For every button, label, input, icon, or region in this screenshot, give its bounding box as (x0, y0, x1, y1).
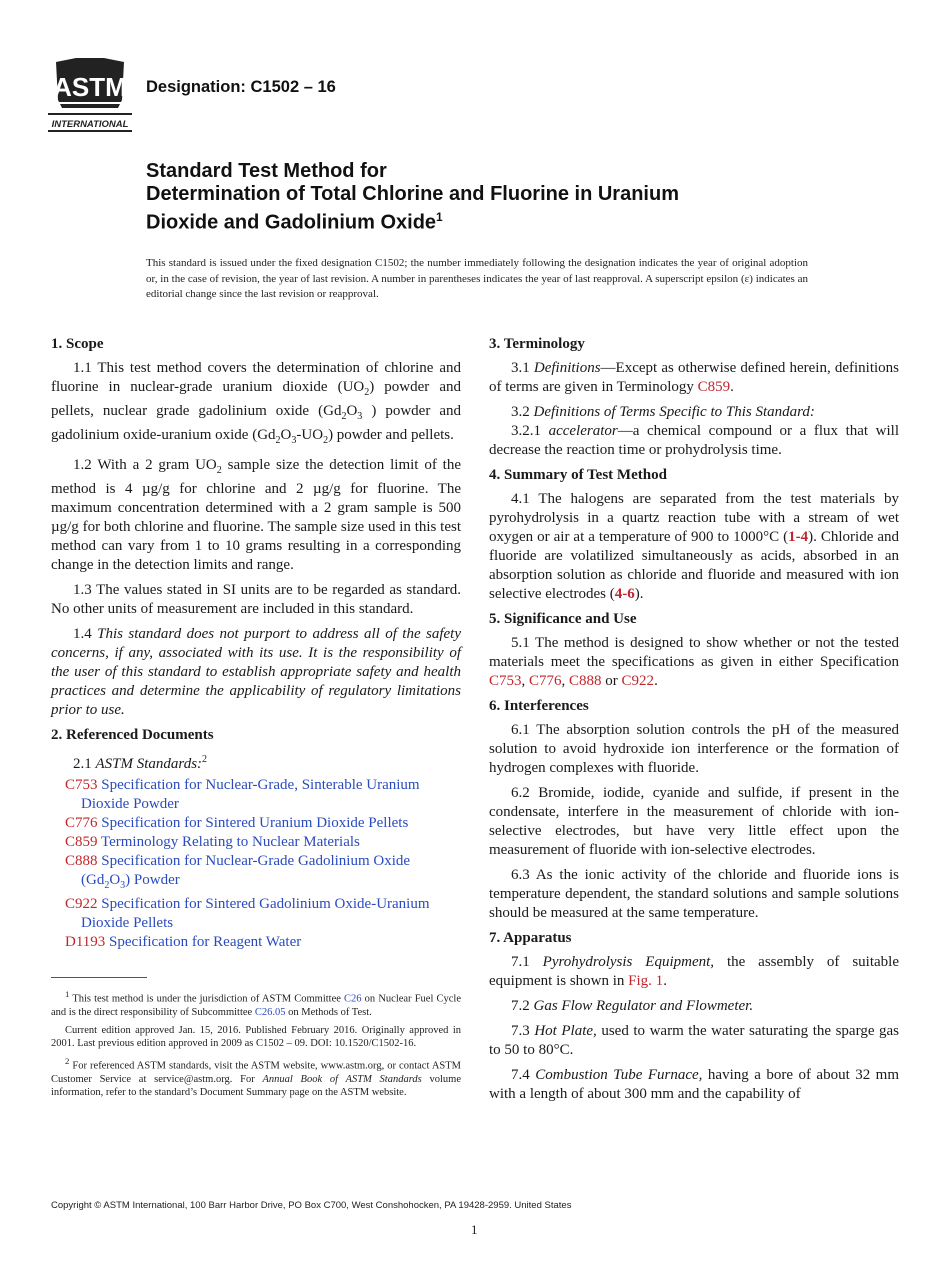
section-heading-interferences: 6. Interferences (489, 698, 589, 714)
logo-bottom-text: INTERNATIONAL (51, 119, 129, 130)
paragraph-6-3: 6.3 As the ionic activity of the chloride and fluoride ions is temperature dependent, the standard solutions and sample solutions should be measured at the same temperature. (489, 867, 899, 921)
section-heading-referenced-documents: 2. Referenced Documents (51, 727, 214, 743)
section-heading-scope: 1. Scope (51, 336, 104, 352)
paragraph-1-2: 1.2 With a 2 gram $UO_2$ sample size the detection limit of the method is 4 µg/g for chlorine and 2 µg/g for fluorine. The maximum concentration determined with a 2 gram sample is 500 µg/g for both chlorine and fluorine. The sample size used in this test method can vary from 1 to 10 grams resulting in a corresponding change in the detection limits and range. (51, 457, 461, 573)
right-column (489, 330, 899, 1110)
link-c26-05[interactable]: C26.05 (254, 1007, 286, 1018)
link-c776[interactable]: C776 (529, 673, 562, 689)
title-line-3: Dioxide and Gadolinium Oxide$^1$ (146, 210, 443, 234)
link-c753[interactable]: C753 (489, 673, 522, 689)
designation: Designation: C1502 – 16 (146, 78, 336, 96)
paragraph-2-1: 2.1 ASTM Standards:$^2$ (73, 754, 208, 772)
section-heading-significance: 5. Significance and Use (489, 611, 637, 627)
paragraph-5-1: 5.1 The method is designed to show whether or not the tested materials meet the specifications as given in either Specification C753, C776, C888 or C922. (489, 635, 899, 689)
paragraph-7-3: 7.3 Hot Plate, used to warm the water saturating the sparge gas to 50 to 80°C. (489, 1023, 900, 1058)
link-c26[interactable]: C26 (344, 993, 362, 1005)
footnote-1: $^1$ This test method is under the jurisdiction of ASTM Committee C26 on Nuclear Fuel Cycle and is the direct responsibility of Subcommittee C26.05 on Methods of Test. (51, 989, 461, 1018)
page-number: 1 (471, 1222, 478, 1237)
title-line-1: Standard Test Method for (146, 160, 387, 182)
paragraph-1-3: 1.3 The values stated in SI units are to be regarded as standard. No other units of measurement are included in this standard. (51, 582, 461, 617)
footnote-edition: Current edition approved Jan. 15, 2016. Published February 2016. Originally approved in 2001. Last previous edition approved in 2009 as C1502 – 09. DOI: 10.1520/C1502-16. (51, 1024, 461, 1049)
paragraph-7-2: 7.2 Gas Flow Regulator and Flowmeter. (511, 998, 754, 1014)
paragraph-6-2: 6.2 Bromide, iodide, cyanide and sulfide, if present in the condensate, interfere in the measurement of chloride with ion-selective electrodes, but have very little effect upon the measurement of fluoride with ion-selective electrodes. (489, 785, 899, 858)
astm-logo (44, 56, 136, 136)
footnote-rule (51, 977, 147, 978)
section-heading-terminology: 3. Terminology (489, 336, 585, 352)
logo-top-text: ASTM (53, 72, 127, 102)
ref-c753[interactable]: C753 Specification for Nuclear-Grade, Sinterable Uranium Dioxide Powder (65, 777, 420, 812)
left-column (51, 330, 461, 952)
link-c859[interactable]: C859 (697, 379, 731, 395)
link-c922[interactable]: C922 (621, 673, 655, 689)
paragraph-3-2: 3.2 Definitions of Terms Specific to This Standard: (511, 404, 815, 420)
paragraph-7-1: 7.1 Pyrohydrolysis Equipment, the assembly of suitable equipment is shown in Fig. 1. (489, 954, 899, 989)
paragraph-1-4: 1.4 This standard does not purport to address all of the safety concerns, if any, associated with its use. It is the responsibility of the user of this standard to establish appropriate safety and health practices and determine the applicability of regulatory limitations prior to use. (51, 626, 462, 718)
document-title (146, 160, 866, 235)
paragraph-1-1: 1.1 This test method covers the determination of chlorine and fluorine in nuclear-grade uranium dioxide $(UO_2)$ powder and pellets, nuclear grade gadolinium oxide ($Gd_2O_3$ ) powder and gadolinium oxide-uranium oxide $(Gd_2O_3-UO_2)$ powder and pellets. (51, 360, 461, 446)
citation-4-6[interactable]: 4-6 (614, 586, 635, 602)
section-heading-summary: 4. Summary of Test Method (489, 467, 667, 483)
astm-logo-icon (44, 56, 136, 136)
link-c888[interactable]: C888 (569, 673, 602, 689)
ref-c922[interactable]: C922 Specification for Sintered Gadolinium Oxide-Uranium Dioxide Pellets (65, 896, 430, 931)
title-footnote-mark: 1 (436, 210, 443, 224)
paragraph-3-2-1: 3.2.1 accelerator—a chemical compound or a flux that will decrease the reaction time or prohydrolysis time. (489, 423, 899, 458)
copyright: Copyright © ASTM International, 100 Barr Harbor Drive, PO Box C700, West Conshohocken, PA 19428-2959. United States (51, 1200, 572, 1211)
paragraph-7-4: 7.4 Combustion Tube Furnace, having a bore of about 32 mm with a length of about 300 mm and the capability of (489, 1067, 900, 1102)
ref-c888[interactable]: C888 Specification for Nuclear-Grade Gadolinium Oxide $(Gd_2O_3)$ Powder (65, 853, 411, 891)
footnote-2: $^2$ For referenced ASTM standards, visit the ASTM website, www.astm.org, or contact ASTM Customer Service at service@astm.org. For Annual Book of ASTM Standards volume information, refer to the standard’s Document Summary page on the ASTM website. (51, 1055, 461, 1098)
link-fig-1[interactable]: Fig. 1 (628, 973, 664, 989)
footnotes (51, 988, 461, 1104)
title-line-2: Determination of Total Chlorine and Fluorine in Uranium (146, 183, 679, 205)
ref-d1193[interactable]: D1193 Specification for Reagent Water (65, 934, 302, 950)
paragraph-4-1: 4.1 The halogens are separated from the test materials by pyrohydrolysis in a quartz reaction tube with a stream of wet oxygen or air at a temperature of 900 to 1000°C (1-4). Chloride and fluoride are volatilized simultaneously as acids, absorbed in an absorption solution as chloride and fluoride and measured with ion selective electrodes (4-6). (489, 491, 899, 602)
paragraph-6-1: 6.1 The absorption solution controls the pH of the measured solution to avoid hydroxide ion interference or the formation of hydrogen complexes with fluoride. (489, 722, 899, 776)
ref-c859[interactable]: C859 Terminology Relating to Nuclear Materials (65, 834, 360, 850)
preamble: This standard is issued under the fixed designation C1502; the number immediately following the designation indicates the year of original adoption or, in the case of revision, the year of last revision. A number in parentheses indicates the year of last reapproval. A superscript epsilon (ε) indicates an editorial change since the last revision or reapproval. (146, 257, 808, 300)
ref-c776[interactable]: C776 Specification for Sintered Uranium Dioxide Pellets (65, 815, 409, 831)
citation-1-4[interactable]: 1-4 (788, 529, 809, 545)
paragraph-3-1: 3.1 Definitions—Except as otherwise defined herein, definitions of terms are given in Terminology C859. (489, 360, 899, 395)
section-heading-apparatus: 7. Apparatus (489, 930, 572, 946)
